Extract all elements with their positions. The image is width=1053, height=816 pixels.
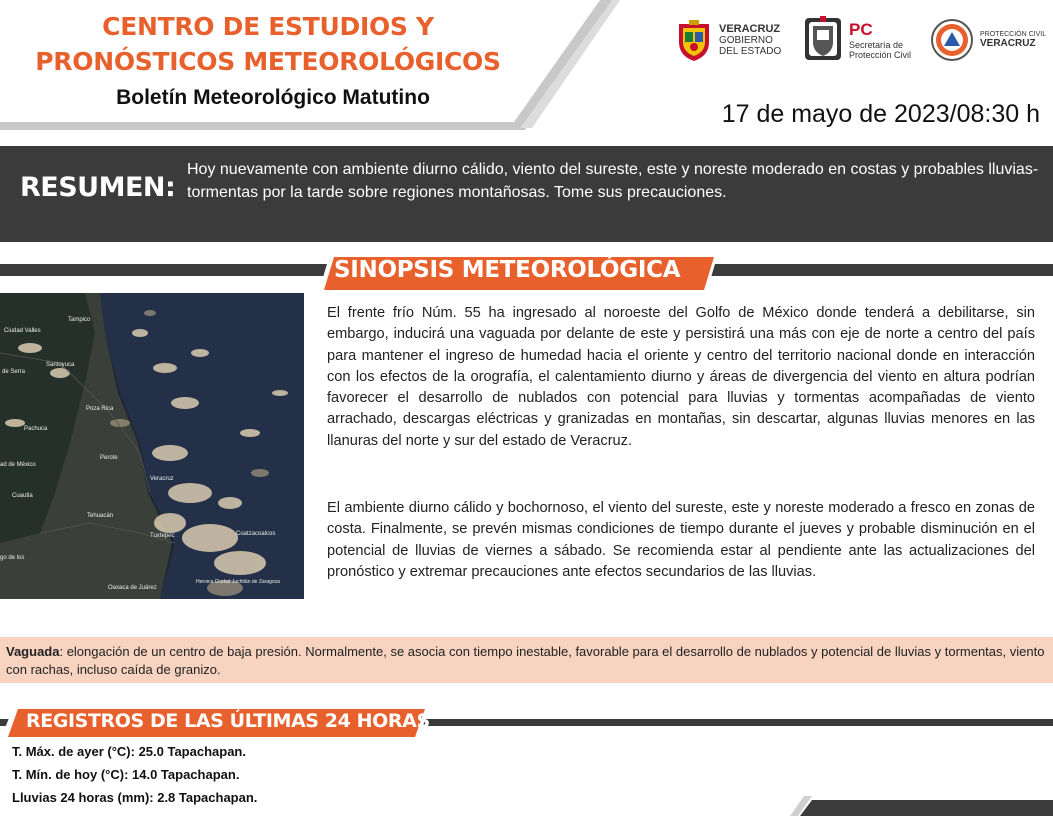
header-title-line1: CENTRO DE ESTUDIOS Y [102, 12, 434, 41]
sat-label-tuxtepec: Tuxtepec [150, 533, 175, 539]
pc-abbr: PC [849, 20, 873, 39]
sat-label-coatzacoalcos: Coatzacoalcos [236, 531, 276, 537]
registros-title: REGISTROS DE LAS ÚLTIMAS 24 HORAS [26, 710, 430, 732]
sat-label-serra: de Serra [2, 369, 26, 375]
vaguada-term: Vaguada [6, 644, 60, 659]
sat-label-ciudad-valles: Ciudad Valles [4, 328, 41, 334]
footer-corner-decoration [790, 796, 1053, 816]
bulletin-subtitle: Boletín Meteorológico Matutino [116, 86, 430, 109]
proteccion-civil-line2: VERACRUZ [980, 38, 1036, 49]
vaguada-definition-text: : elongación de un centro de baja presión. Normalmente, se asocia con tiempo inestable, favorable para el desarrollo de nublados y potencial de lluvias y tormentas, viento con rachas, incluso caída de granizo. [6, 644, 1045, 677]
veracruz-shield-icon [675, 20, 713, 62]
satellite-map-graphic [0, 293, 304, 599]
sat-label-go-de-los: go de los [0, 555, 25, 561]
sat-label-poza-rica: Poza Rica [86, 406, 114, 412]
sat-label-oaxaca: Oaxaca de Juárez [108, 585, 157, 591]
sat-label-ciudad-mexico: ad de México [0, 462, 36, 468]
pc-logo-line1: Secretaría de [849, 40, 904, 50]
sat-label-cuautla: Cuautla [12, 493, 33, 499]
sat-label-veracruz: Veracruz [150, 476, 174, 482]
sat-label-perote: Perote [100, 455, 118, 461]
veracruz-logo [675, 18, 785, 64]
sinopsis-paragraph-2: El ambiente diurno cálido y bochornoso, el viento del sureste, este y noreste moderado a fresco en zonas de costa. Finalmente, se prevén mismas condiciones de tiempo durante el jueves y probable disminución en el potencial de lluvias de viernes a sábado. Se recomienda estar al pendiente ante las actualizaciones del pronóstico y extremar precauciones ante efectos secundarios de las lluvias. [327, 500, 1035, 580]
sinopsis-title: SINOPSIS METEOROLÓGICA [334, 257, 681, 283]
registro-tmin: T. Mín. de hoy (°C): 14.0 Tapachapan. [12, 767, 240, 782]
registro-tmax: T. Máx. de ayer (°C): 25.0 Tapachapan. [12, 744, 246, 759]
header-title-line2: PRONÓSTICOS METEOROLÓGICOS [35, 47, 501, 76]
veracruz-logo-line2: GOBIERNO [719, 35, 773, 46]
pc-logo-line2: Protección Civil [849, 50, 912, 60]
sat-label-tehuacan: Tehuacán [87, 513, 114, 519]
bulletin-datetime: 17 de mayo de 2023/08:30 h [721, 100, 1040, 128]
civil-protection-triangle-icon [930, 18, 974, 62]
sat-label-santoyuca: Santoyuca [46, 362, 75, 368]
veracruz-logo-line3: DEL ESTADO [719, 46, 782, 57]
satellite-image [0, 293, 304, 599]
pc-logo [803, 16, 915, 64]
resumen-label: RESUMEN: [20, 172, 176, 203]
proteccion-civil-line1: PROTECCIÓN CIVIL [980, 31, 1047, 38]
veracruz-logo-line1: VERACRUZ [719, 23, 781, 35]
sat-label-pachuca: Pachuca [24, 426, 48, 432]
registro-lluvias: Lluvias 24 horas (mm): 2.8 Tapachapan. [12, 790, 258, 805]
sat-label-tampico: Tampico [68, 317, 91, 323]
proteccion-civil-logo [930, 18, 1046, 64]
resumen-text: Hoy nuevamente con ambiente diurno cálido, viento del sureste, este y noreste moderado en costas y probables lluvias-tormentas por la tarde sobre regiones montañosas. Tome sus precauciones. [187, 161, 1039, 201]
sinopsis-paragraph-1: El frente frío Núm. 55 ha ingresado al noroeste del Golfo de México donde tenderá a debilitarse, sin embargo, inducirá una vaguada por delante de este y persistirá una más con eje de norte a centro del país para mantener el ingreso de humedad hacia el oriente y centro del territorio nacional donde en interacción con los efectos de la orografía, el calentamiento diurno y áreas de divergencia del viento en altura podrían favorecer el desarrollo de nublados con potencial para lluvias y tormentas acompañadas de viento arrachado, descargas eléctricas y granizadas en montañas, sin descartar, algunas lluvias menores en las llanuras del norte y sur del estado de Veracruz. [327, 305, 1035, 449]
vaguada-definition [6, 643, 1046, 679]
pc-shield-icon [803, 16, 843, 62]
sat-label-juchitan: Heroica Ciudad Juchitán de Zaragoza [196, 579, 280, 585]
